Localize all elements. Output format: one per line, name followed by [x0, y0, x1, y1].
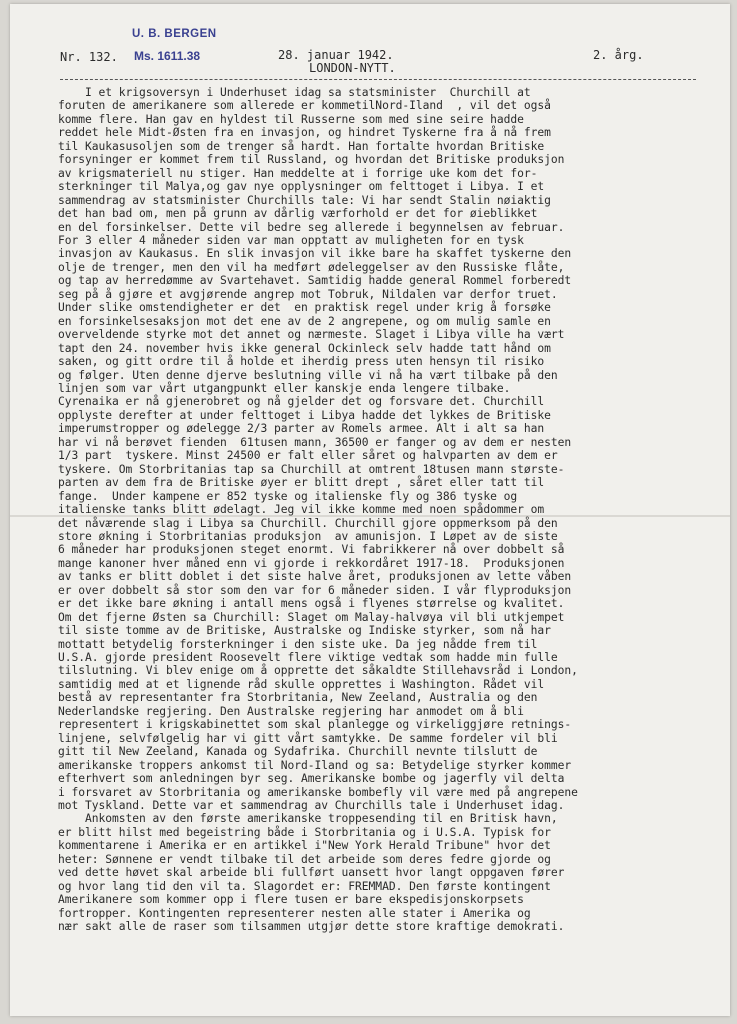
- body-line: er det ikke bare økning i antall mens også i flyenes størrelse og kvalitet.: [58, 597, 565, 611]
- body-line: tyskere. Om Storbritanias tap sa Churchill at omtrent 18tusen mann største-: [58, 462, 565, 476]
- article-body: [58, 86, 722, 934]
- body-line: til siste tomme av de Britiske, Australske og Indiske styrker, som nå har: [58, 624, 551, 638]
- body-line: tapt den 24. november hvis ikke general Ockinleck selv hadde tatt hånd om: [58, 341, 551, 355]
- body-line: opplyste derefter at under felttoget i Libya hadde det lykkes de Britiske: [58, 408, 551, 422]
- body-line: gitt til New Zeeland, Kanada og Sydafrika. Churchill nevnte tilslutt de: [58, 745, 538, 759]
- body-line: forsyninger er kommet frem til Russland, og hvordan det Britiske produksjon: [58, 153, 565, 167]
- body-line: foruten de amerikanere som allerede er kommetilNord-Iland , vil det også: [58, 99, 551, 113]
- body-line: overveldende styrke mot det annet og nærmeste. Slaget i Libya ville ha vært: [58, 328, 565, 342]
- body-line: invasjon av Kaukasus. En slik invasjon vil ikke bare ha skaffet tyskerne den: [58, 247, 572, 261]
- letter-page: [10, 4, 730, 1016]
- body-line: og følger. Uten denne djerve beslutning ville vi nå ha vært tilbake på den: [58, 368, 558, 382]
- body-line: ved dette høvet skal arbeide bli fullført uansett hvor langt oppgaven fører: [58, 866, 565, 880]
- body-line: det nåværende slag i Libya sa Churchill. Churchill gjore oppmerksom på den: [58, 516, 558, 530]
- body-line: er blitt hilst med begeistring både i Storbritania og i U.S.A. Typisk for: [58, 825, 551, 839]
- body-line: det han bad om, men på grunn av dårlig værforhold er det for øieblikket: [58, 207, 538, 221]
- body-line: imperumstropper og ødelegge 2/3 parter av Romels armee. Alt i alt sa han: [58, 422, 545, 436]
- body-line: representert i krigskabinettet som skal planlegge og virkeliggjøre retnings-: [58, 718, 572, 732]
- body-line: Ankomsten av den første amerikanske troppesending til en Britisk havn,: [58, 812, 558, 826]
- manuscript-number: Ms. 1611.38: [134, 49, 201, 63]
- body-line: olje de trenger, men den vil ha medført ødeleggelser av den Russiske flåte,: [58, 260, 565, 274]
- issue-date: 28. januar 1942.: [278, 48, 394, 62]
- body-line: til Kaukasusoljen som de trenger så hardt. Han fortalte hvordan Britiske: [58, 139, 545, 153]
- body-line: er over dobbelt så stor som den var for 6 måneder siden. I vår flyproduksjon: [58, 583, 572, 597]
- body-line: parten av dem fra de Britiske øyer er blitt drept , såret eller tatt til: [58, 476, 545, 490]
- body-line: og hvor lang tid den vil ta. Slagordet er: FREMMAD. Den første kontingent: [58, 879, 551, 893]
- body-line: amerikanske troppers ankomst til Nord-Iland og sa: Betydelige styrker kommer: [58, 758, 572, 772]
- body-line: mottatt betydelig forsterkninger i den siste uke. Da jeg nådde frem til: [58, 637, 538, 651]
- body-line: reddet hele Midt-Østen fra en invasjon, og hindret Tyskerne fra å nå frem: [58, 126, 551, 140]
- body-line: i forsvaret av Storbritania og amerikanske bombefly vil være med på angrepene: [58, 785, 578, 799]
- body-line: nær sakt alle de raser som tilsammen utgjør dette store kraftige demokrati.: [58, 920, 565, 934]
- body-line: sammendrag av statsminister Churchills tale: Vi har sendt Stalin nøiaktig: [58, 193, 551, 207]
- body-line: italienske tanks blitt ødelagt. Jeg vil ikke komme med noen spådommer om: [58, 503, 545, 517]
- body-line: har vi nå berøvet fienden 61tusen mann, 36500 er fanger og av dem er nesten: [58, 435, 572, 449]
- body-line: av tanks er blitt doblet i det siste halve året, produksjonen av lette våben: [58, 570, 572, 584]
- body-line: mot Tyskland. Dette var et sammendrag av Churchills tale i Underhuset idag.: [58, 799, 565, 813]
- body-line: en del forsinkelser. Dette vil bedre seg allerede i begynnelsen av februar.: [58, 220, 565, 234]
- body-line: 1/3 part tyskere. Minst 24500 er falt eller såret og halvparten av dem er: [58, 449, 558, 463]
- body-line: fange. Under kampene er 852 tyske og italienske fly og 386 tyske og: [58, 489, 518, 503]
- publication-title: LONDON-NYTT.: [309, 61, 396, 75]
- body-line: tilslutning. Vi blev enige om å opprette det såkaldte Stillehavsråd i London,: [58, 664, 578, 678]
- body-line: bestå av representanter fra Storbritania, New Zeeland, Australia og den: [58, 691, 538, 705]
- body-line: Om det fjerne Østen sa Churchill: Slaget om Malay-halvøya vil bli utkjempet: [58, 610, 565, 624]
- body-line: fortropper. Kontingenten representerer nesten alle stater i Amerika og: [58, 906, 531, 920]
- body-line: saken, og gitt ordre til å holde et iherdig press uten hensyn til risiko: [58, 355, 545, 369]
- body-line: For 3 eller 4 måneder siden var man opptatt av muligheten for en tysk: [58, 233, 524, 247]
- body-line: og tap av herredømme av Svartehavet. Samtidig hadde general Rommel forberedt: [58, 274, 572, 288]
- body-line: efterhvert som anledningen byr seg. Amerikanske bombe og jagerfly vil delta: [58, 772, 565, 786]
- body-line: komme flere. Han gav en hyldest til Russerne som med sine seire hadde: [58, 112, 524, 126]
- issue-number: Nr. 132.: [60, 50, 118, 64]
- body-line: store økning i Storbritanias produksjon av amunisjon. I Løpet av de siste: [58, 529, 558, 543]
- library-stamp: U. B. BERGEN: [132, 28, 217, 40]
- body-line: Nederlandske regjering. Den Australske regjering har anmodet om å bli: [58, 704, 524, 718]
- body-line: I et krigsoversyn i Underhuset idag sa statsminister Churchill at: [58, 86, 531, 99]
- body-line: U.S.A. gjorde president Roosevelt flere viktige vedtak som hadde min fulle: [58, 651, 558, 665]
- body-line: samtidig med at et lignende råd skulle opprettes i Washington. Rådet vil: [58, 677, 545, 691]
- body-line: 6 måneder har produksjonen steget enormt. Vi fabrikkerer nå over dobbelt så: [58, 543, 565, 557]
- volume-year: 2. årg.: [593, 48, 644, 62]
- body-line: heter: Sønnene er vendt tilbake til det arbeide som deres fedre gjorde og: [58, 852, 551, 866]
- body-line: seg på å gjøre et avgjørende angrep mot Tobruk, Nildalen var derfor truet.: [58, 287, 558, 301]
- body-line: Cyrenaika er nå gjenerobret og nå gjelder det og forsvare det. Churchill: [58, 395, 545, 409]
- body-line: kommentarene i Amerika er en artikkel i"New York Herald Tribune" hvor det: [58, 839, 551, 853]
- body-line: en forsinkelsesaksjon mot det ene av de 2 angrepene, og om mulig samle en: [58, 314, 551, 328]
- body-line: Under slike omstendigheter er det en praktisk regel under krig å forsøke: [58, 301, 551, 315]
- body-line: mange kanoner hver måned enn vi gjorde i rekkordåret 1917-18. Produksjonen: [58, 556, 565, 570]
- body-line: sterkninger til Malya,og gav nye opplysninger om felttoget i Libya. I et: [58, 180, 545, 194]
- body-line: linjene, selvfølgelig har vi gitt vårt samtykke. De samme fordeler vil bli: [58, 731, 558, 745]
- body-line: av krigsmateriell nu stiger. Han meddelte at i forrige uke kom det for-: [58, 166, 538, 180]
- header-divider: [60, 79, 696, 80]
- body-line: linjen som var vårt utgangpunkt eller kanskje enda lengere tilbake.: [58, 381, 511, 395]
- body-line: Amerikanere som kommer opp i flere tusen er bare ekspedisjonskorpsets: [58, 893, 524, 907]
